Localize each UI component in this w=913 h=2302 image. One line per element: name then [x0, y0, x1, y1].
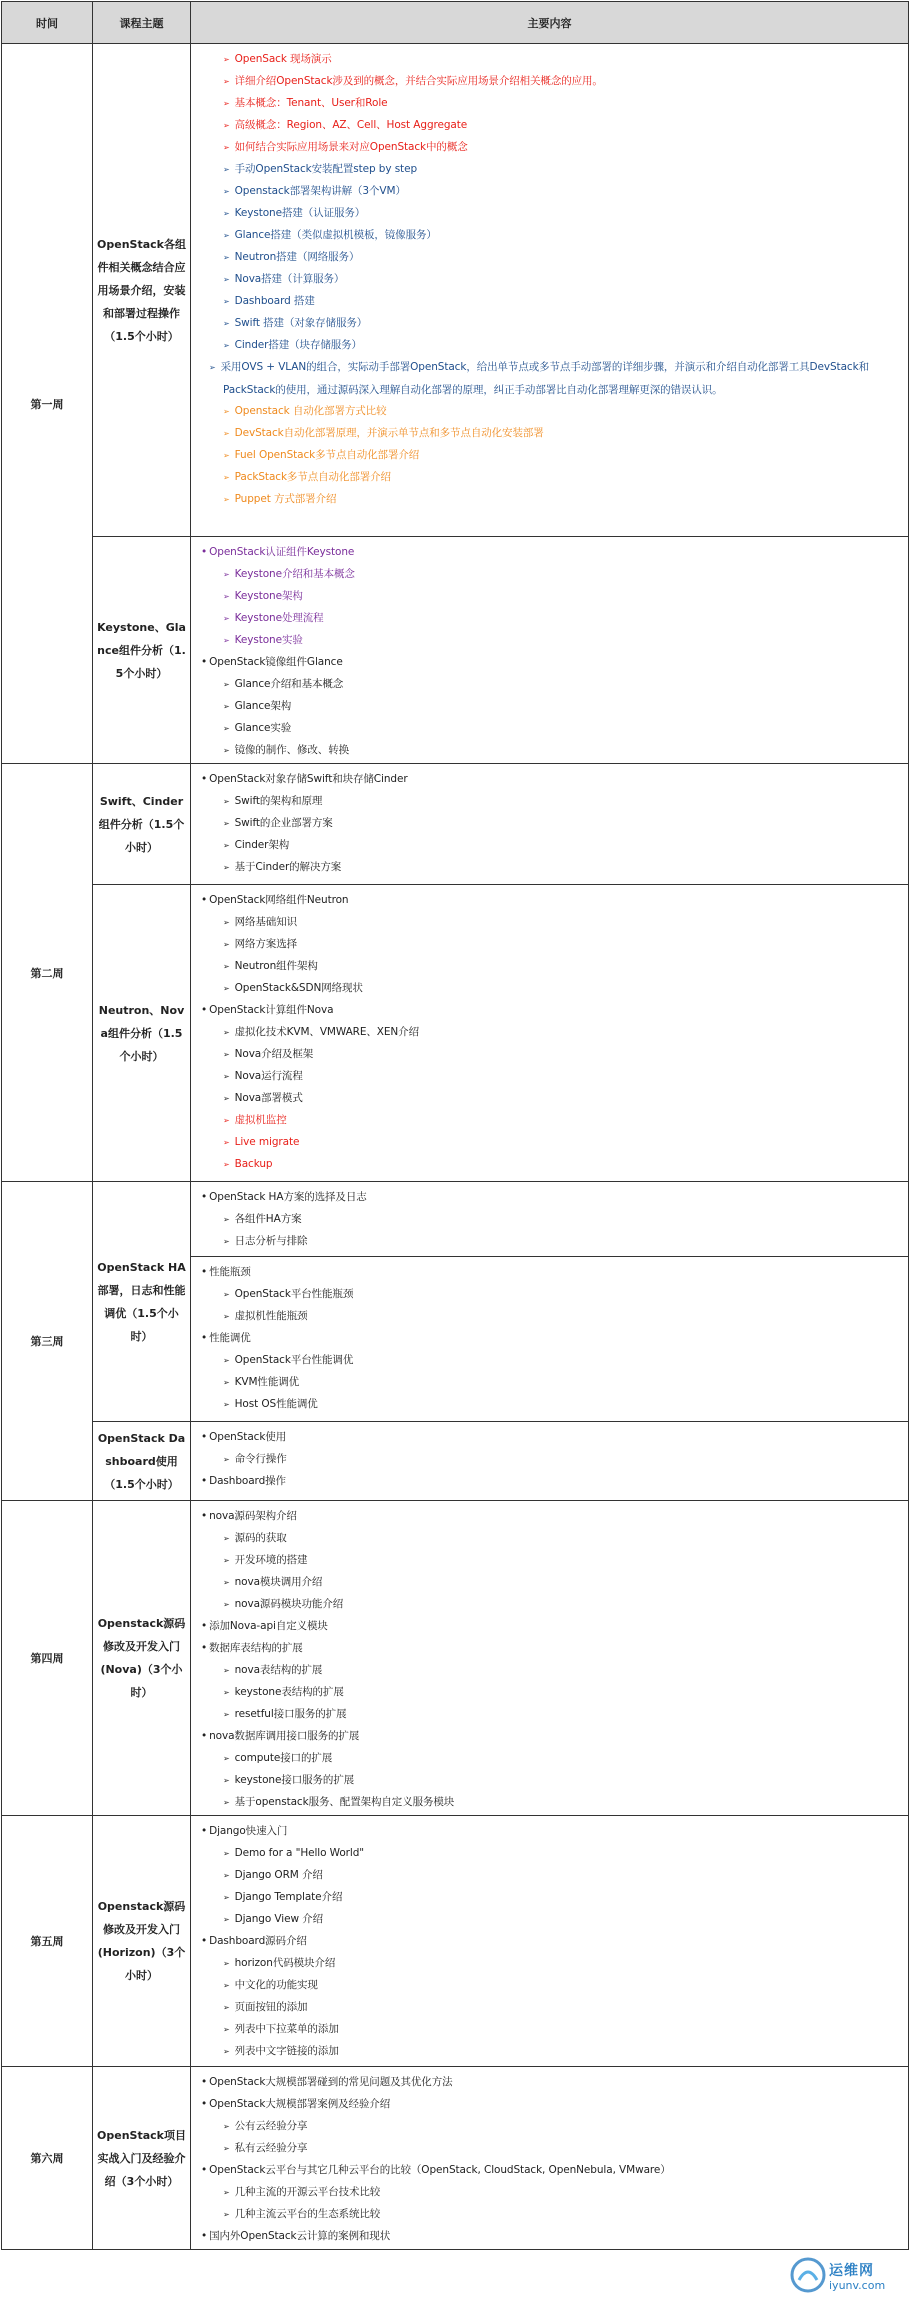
- topic-1: OpenStack各组件相关概念结合应用场景介绍，安装和部署过程操作（1.5个小时）: [93, 44, 191, 537]
- arrow-bullet-icon: ➢: [223, 570, 230, 579]
- arrow-bullet-icon: ➢: [223, 940, 230, 949]
- list-item: ➢ 手动OpenStack安装配置step by step: [223, 163, 418, 175]
- list-item: ➢ Swift 搭建（对象存储服务）: [223, 317, 368, 329]
- list-item: ➢ Backup: [223, 1158, 273, 1170]
- content-5b: [191, 1257, 909, 1422]
- list-item: ➢ 命令行操作: [223, 1453, 287, 1465]
- arrow-bullet-icon: ➢: [223, 1981, 230, 1990]
- dot-bullet-icon: •: [201, 2164, 208, 2176]
- list-item: ➢ compute接口的扩展: [223, 1752, 333, 1764]
- topic-6: OpenStack Dashboard使用（1.5个小时）: [93, 1422, 191, 1501]
- dot-bullet-icon: •: [201, 1620, 208, 1632]
- dot-bullet-icon: •: [201, 1510, 208, 1522]
- list-item: • OpenStack计算组件Nova: [201, 1004, 334, 1016]
- list-item: • 性能调优: [201, 1332, 251, 1344]
- list-item: ➢ Keystone架构: [223, 590, 303, 602]
- dot-bullet-icon: •: [201, 656, 208, 668]
- list-item: ➢ 日志分析与排除: [223, 1235, 308, 1247]
- list-item: ➢ Nova介绍及框架: [223, 1048, 314, 1060]
- list-item: ➢ Django ORM 介绍: [223, 1869, 323, 1881]
- list-item: • OpenStack对象存储Swift和块存储Cinder: [201, 773, 408, 785]
- list-item: ➢ 采用OVS + VLAN的组合，实际动手部署OpenStack，给出单节点或多节点手动部署的详细步骤，并演示和介绍自动化部署工具DevStack和PackStack的使用，通过源码深入理解自动化部署的原理，纠正手动部署比自动化部署理解更深的错误认识。: [209, 361, 869, 396]
- arrow-bullet-icon: ➢: [223, 275, 230, 284]
- dot-bullet-icon: •: [201, 1191, 208, 1203]
- dot-bullet-icon: •: [201, 1004, 208, 1016]
- arrow-bullet-icon: ➢: [223, 1600, 230, 1609]
- arrow-bullet-icon: ➢: [223, 1312, 230, 1321]
- arrow-bullet-icon: ➢: [223, 2122, 230, 2131]
- arrow-bullet-icon: ➢: [223, 1666, 230, 1675]
- topic-4: Neutron、Nova组件分析（1.5个小时）: [93, 885, 191, 1182]
- header-topic: 课程主题: [93, 2, 191, 44]
- content-7: [191, 1501, 909, 1816]
- arrow-bullet-icon: ➢: [223, 1094, 230, 1103]
- list-item: ➢ 公有云经验分享: [223, 2120, 308, 2132]
- dot-bullet-icon: •: [201, 1332, 208, 1344]
- row-week3-c: [2, 1422, 909, 1501]
- list-item: • Django快速入门: [201, 1825, 288, 1837]
- arrow-bullet-icon: ➢: [223, 2210, 230, 2219]
- list-item: ➢ Nova部署模式: [223, 1092, 303, 1104]
- arrow-bullet-icon: ➢: [223, 702, 230, 711]
- list-item: ➢ Neutron组件架构: [223, 960, 318, 972]
- arrow-bullet-icon: ➢: [223, 473, 230, 482]
- arrow-bullet-icon: ➢: [223, 2144, 230, 2153]
- arrow-bullet-icon: ➢: [223, 1028, 230, 1037]
- list-item: ➢ KVM性能调优: [223, 1376, 300, 1388]
- content-8: [191, 1816, 909, 2067]
- list-item: • OpenStack大规模部署碰到的常见问题及其优化方法: [201, 2076, 453, 2088]
- arrow-bullet-icon: ➢: [223, 1776, 230, 1785]
- list-item: ➢ Keystone搭建（认证服务）: [223, 207, 366, 219]
- arrow-bullet-icon: ➢: [223, 1138, 230, 1147]
- course-table: [1, 1, 909, 2250]
- arrow-bullet-icon: ➢: [223, 636, 230, 645]
- list-item: ➢ Cinder架构: [223, 839, 290, 851]
- week-1: 第一周: [2, 44, 93, 764]
- list-item: ➢ 基于openstack服务、配置架构自定义服务模块: [223, 1796, 455, 1808]
- list-item: ➢ keystone接口服务的扩展: [223, 1774, 355, 1786]
- list-item: ➢ Glance搭建（类似虚拟机模板，镜像服务）: [223, 229, 437, 241]
- list-item: ➢ OpenStack&SDN网络现状: [223, 982, 363, 994]
- list-item: ➢ Neutron搭建（网络服务）: [223, 251, 360, 263]
- arrow-bullet-icon: ➢: [223, 1215, 230, 1224]
- list-item: ➢ 网络方案选择: [223, 938, 298, 950]
- list-item: ➢ OpenSack 现场演示: [223, 53, 332, 65]
- list-item: ➢ Nova运行流程: [223, 1070, 303, 1082]
- arrow-bullet-icon: ➢: [223, 962, 230, 971]
- arrow-bullet-icon: ➢: [223, 1688, 230, 1697]
- list-item: ➢ 网络基础知识: [223, 916, 298, 928]
- arrow-bullet-icon: ➢: [223, 863, 230, 872]
- dot-bullet-icon: •: [201, 2230, 208, 2242]
- arrow-bullet-icon: ➢: [223, 1534, 230, 1543]
- arrow-bullet-icon: ➢: [223, 407, 230, 416]
- arrow-bullet-icon: ➢: [223, 297, 230, 306]
- list-item: ➢ Puppet 方式部署介绍: [223, 493, 337, 505]
- arrow-bullet-icon: ➢: [223, 231, 230, 240]
- arrow-bullet-icon: ➢: [223, 165, 230, 174]
- content-4: [191, 885, 909, 1182]
- list-item: • 国内外OpenStack云计算的案例和现状: [201, 2230, 391, 2242]
- list-item: ➢ OpenStack平台性能调优: [223, 1354, 354, 1366]
- arrow-bullet-icon: ➢: [223, 1116, 230, 1125]
- arrow-bullet-icon: ➢: [223, 614, 230, 623]
- content-6: [191, 1422, 909, 1501]
- arrow-bullet-icon: ➢: [223, 1959, 230, 1968]
- week-2: 第二周: [2, 764, 93, 1182]
- list-item: ➢ nova源码模块功能介绍: [223, 1598, 344, 1610]
- topic-2: Keystone、Glance组件分析（1.5个小时）: [93, 537, 191, 764]
- arrow-bullet-icon: ➢: [223, 746, 230, 755]
- arrow-bullet-icon: ➢: [223, 1754, 230, 1763]
- arrow-bullet-icon: ➢: [223, 984, 230, 993]
- topic-3: Swift、Cinder组件分析（1.5个小时）: [93, 764, 191, 885]
- arrow-bullet-icon: ➢: [223, 841, 230, 850]
- list-item: ➢ Django View 介绍: [223, 1913, 323, 1925]
- arrow-bullet-icon: ➢: [223, 797, 230, 806]
- list-item: • Dashboard操作: [201, 1475, 286, 1487]
- arrow-bullet-icon: ➢: [223, 819, 230, 828]
- content-2: [191, 537, 909, 764]
- arrow-bullet-icon: ➢: [223, 1893, 230, 1902]
- arrow-bullet-icon: ➢: [209, 363, 216, 372]
- arrow-bullet-icon: ➢: [223, 2025, 230, 2034]
- arrow-bullet-icon: ➢: [223, 1400, 230, 1409]
- list-item: ➢ 私有云经验分享: [223, 2142, 308, 2154]
- arrow-bullet-icon: ➢: [223, 1915, 230, 1924]
- arrow-bullet-icon: ➢: [223, 1356, 230, 1365]
- list-item: ➢ Keystone实验: [223, 634, 303, 646]
- arrow-bullet-icon: ➢: [223, 1849, 230, 1858]
- arrow-bullet-icon: ➢: [223, 1378, 230, 1387]
- arrow-bullet-icon: ➢: [223, 143, 230, 152]
- list-item: ➢ Glance架构: [223, 700, 292, 712]
- cloud-logo-icon: [789, 2256, 827, 2294]
- list-item: ➢ PackStack多节点自动化部署介绍: [223, 471, 391, 483]
- content-5a: [191, 1182, 909, 1257]
- week-3: 第三周: [2, 1182, 93, 1501]
- row-week4: [2, 1501, 909, 1816]
- dot-bullet-icon: •: [201, 1642, 208, 1654]
- row-week2-b: [2, 885, 909, 1182]
- list-item: ➢ Dashboard 搭建: [223, 295, 315, 307]
- list-item: ➢ 开发环境的搭建: [223, 1554, 308, 1566]
- arrow-bullet-icon: ➢: [223, 319, 230, 328]
- arrow-bullet-icon: ➢: [223, 1798, 230, 1807]
- list-item: ➢ Openstack 自动化部署方式比较: [223, 405, 387, 417]
- list-item: ➢ Swift的架构和原理: [223, 795, 323, 807]
- list-item: ➢ 虚拟机性能瓶颈: [223, 1310, 308, 1322]
- list-item: ➢ 列表中下拉菜单的添加: [223, 2023, 339, 2035]
- list-item: ➢ 页面按钮的添加: [223, 2001, 308, 2013]
- dot-bullet-icon: •: [201, 2098, 208, 2110]
- arrow-bullet-icon: ➢: [223, 2047, 230, 2056]
- row-week1-a: [2, 44, 909, 537]
- list-item: ➢ Django Template介绍: [223, 1891, 343, 1903]
- list-item: ➢ Glance实验: [223, 722, 292, 734]
- list-item: ➢ resetful接口服务的扩展: [223, 1708, 347, 1720]
- arrow-bullet-icon: ➢: [223, 2188, 230, 2197]
- arrow-bullet-icon: ➢: [223, 495, 230, 504]
- list-item: ➢ DevStack自动化部署原理，并演示单节点和多节点自动化安装部署: [223, 427, 544, 439]
- dot-bullet-icon: •: [201, 773, 208, 785]
- list-item: ➢ horizon代码模块介绍: [223, 1957, 336, 1969]
- arrow-bullet-icon: ➢: [223, 592, 230, 601]
- week-4: 第四周: [2, 1501, 93, 1816]
- arrow-bullet-icon: ➢: [223, 1710, 230, 1719]
- list-item: ➢ Demo for a "Hello World": [223, 1847, 364, 1859]
- list-item: ➢ Nova搭建（计算服务）: [223, 273, 345, 285]
- list-item: ➢ 各组件HA方案: [223, 1213, 302, 1225]
- arrow-bullet-icon: ➢: [223, 1237, 230, 1246]
- arrow-bullet-icon: ➢: [223, 1290, 230, 1299]
- row-week1-b: [2, 537, 909, 764]
- list-item: • Dashboard源码介绍: [201, 1935, 307, 1947]
- watermark-url: iyunv.com: [829, 2279, 886, 2292]
- list-item: ➢ 如何结合实际应用场景来对应OpenStack中的概念: [223, 141, 468, 153]
- dot-bullet-icon: •: [201, 1475, 208, 1487]
- arrow-bullet-icon: ➢: [223, 680, 230, 689]
- topic-5: OpenStack HA部署，日志和性能调优（1.5个小时）: [93, 1182, 191, 1422]
- list-item: • nova源码架构介绍: [201, 1510, 297, 1522]
- dot-bullet-icon: •: [201, 1825, 208, 1837]
- arrow-bullet-icon: ➢: [223, 451, 230, 460]
- list-item: ➢ OpenStack平台性能瓶颈: [223, 1288, 354, 1300]
- header-time: 时间: [2, 2, 93, 44]
- topic-9: OpenStack项目实战入门及经验介绍（3个小时）: [93, 2067, 191, 2250]
- list-item: ➢ 中文化的功能实现: [223, 1979, 318, 1991]
- list-item: • OpenStack使用: [201, 1431, 287, 1443]
- arrow-bullet-icon: ➢: [223, 99, 230, 108]
- list-item: ➢ Host OS性能调优: [223, 1398, 318, 1410]
- content-9: [191, 2067, 909, 2250]
- dot-bullet-icon: •: [201, 2076, 208, 2088]
- watermark-logo: [789, 2256, 899, 2298]
- arrow-bullet-icon: ➢: [223, 341, 230, 350]
- week-6: 第六周: [2, 2067, 93, 2250]
- arrow-bullet-icon: ➢: [223, 55, 230, 64]
- list-item: ➢ Fuel OpenStack多节点自动化部署介绍: [223, 449, 420, 461]
- arrow-bullet-icon: ➢: [223, 77, 230, 86]
- content-1: [191, 44, 909, 537]
- arrow-bullet-icon: ➢: [223, 1072, 230, 1081]
- dot-bullet-icon: •: [201, 1935, 208, 1947]
- dot-bullet-icon: •: [201, 894, 208, 906]
- list-item: ➢ nova表结构的扩展: [223, 1664, 323, 1676]
- list-item: ➢ Keystone介绍和基本概念: [223, 568, 355, 580]
- list-item: ➢ 基于Cinder的解决方案: [223, 861, 342, 873]
- dot-bullet-icon: •: [201, 1431, 208, 1443]
- list-item: ➢ Cinder搭建（块存储服务）: [223, 339, 362, 351]
- list-item: ➢ 高级概念：Region、AZ、Cell、Host Aggregate: [223, 119, 468, 131]
- list-item: • OpenStack大规模部署案例及经验介绍: [201, 2098, 391, 2110]
- arrow-bullet-icon: ➢: [223, 918, 230, 927]
- watermark-name: 运维网: [829, 2263, 874, 2279]
- arrow-bullet-icon: ➢: [223, 253, 230, 262]
- list-item: ➢ 源码的获取: [223, 1532, 287, 1544]
- list-item: • OpenStack镜像组件Glance: [201, 656, 343, 668]
- list-item: ➢ 镜像的制作、修改、转换: [223, 744, 350, 756]
- arrow-bullet-icon: ➢: [223, 724, 230, 733]
- row-week2-a: [2, 764, 909, 885]
- week-5: 第五周: [2, 1816, 93, 2067]
- arrow-bullet-icon: ➢: [223, 1556, 230, 1565]
- list-item: • OpenStack云平台与其它几种云平台的比较（OpenStack, CloudStack, OpenNebula, VMware）: [201, 2164, 671, 2176]
- arrow-bullet-icon: ➢: [223, 121, 230, 130]
- list-item: ➢ Live migrate: [223, 1136, 300, 1148]
- dot-bullet-icon: •: [201, 1266, 208, 1278]
- list-item: ➢ 基本概念：Tenant、User和Role: [223, 97, 388, 109]
- arrow-bullet-icon: ➢: [223, 1050, 230, 1059]
- list-item: ➢ Openstack部署架构讲解（3个VM）: [223, 185, 406, 197]
- arrow-bullet-icon: ➢: [223, 187, 230, 196]
- header-row: [2, 2, 909, 44]
- list-item: • 数据库表结构的扩展: [201, 1642, 303, 1654]
- list-item: • OpenStack HA方案的选择及日志: [201, 1191, 367, 1203]
- list-item: ➢ 详细介绍OpenStack涉及到的概念，并结合实际应用场景介绍相关概念的应用。: [223, 75, 603, 87]
- arrow-bullet-icon: ➢: [223, 2003, 230, 2012]
- list-item: ➢ Keystone处理流程: [223, 612, 324, 624]
- list-item: ➢ Glance介绍和基本概念: [223, 678, 344, 690]
- list-item: ➢ keystone表结构的扩展: [223, 1686, 344, 1698]
- dot-bullet-icon: •: [201, 546, 208, 558]
- arrow-bullet-icon: ➢: [223, 1455, 230, 1464]
- list-item: ➢ 虚拟化技术KVM、VMWARE、XEN介绍: [223, 1026, 419, 1038]
- list-item: • nova数据库调用接口服务的扩展: [201, 1730, 360, 1742]
- list-item: ➢ Swift的企业部署方案: [223, 817, 333, 829]
- arrow-bullet-icon: ➢: [223, 1871, 230, 1880]
- list-item: • 添加Nova-api自定义模块: [201, 1620, 328, 1632]
- list-item: • OpenStack认证组件Keystone: [201, 546, 355, 558]
- arrow-bullet-icon: ➢: [223, 1160, 230, 1169]
- list-item: ➢ 几种主流云平台的生态系统比较: [223, 2208, 381, 2220]
- row-week3-a: [2, 1182, 909, 1257]
- list-item: ➢ 几种主流的开源云平台技术比较: [223, 2186, 381, 2198]
- topic-7: Openstack源码修改及开发入门(Nova)（3个小时）: [93, 1501, 191, 1816]
- row-week6: [2, 2067, 909, 2250]
- list-item: ➢ nova模块调用介绍: [223, 1576, 323, 1588]
- list-item: ➢ 虚拟机监控: [223, 1114, 287, 1126]
- list-item: ➢ 列表中文字链接的添加: [223, 2045, 339, 2057]
- dot-bullet-icon: •: [201, 1730, 208, 1742]
- arrow-bullet-icon: ➢: [223, 1578, 230, 1587]
- list-item: • OpenStack网络组件Neutron: [201, 894, 349, 906]
- arrow-bullet-icon: ➢: [223, 429, 230, 438]
- row-week5: [2, 1816, 909, 2067]
- arrow-bullet-icon: ➢: [223, 209, 230, 218]
- content-3: [191, 764, 909, 885]
- list-item: • 性能瓶颈: [201, 1266, 251, 1278]
- topic-8: Openstack源码修改及开发入门(Horizon)（3个小时）: [93, 1816, 191, 2067]
- header-content: 主要内容: [191, 2, 909, 44]
